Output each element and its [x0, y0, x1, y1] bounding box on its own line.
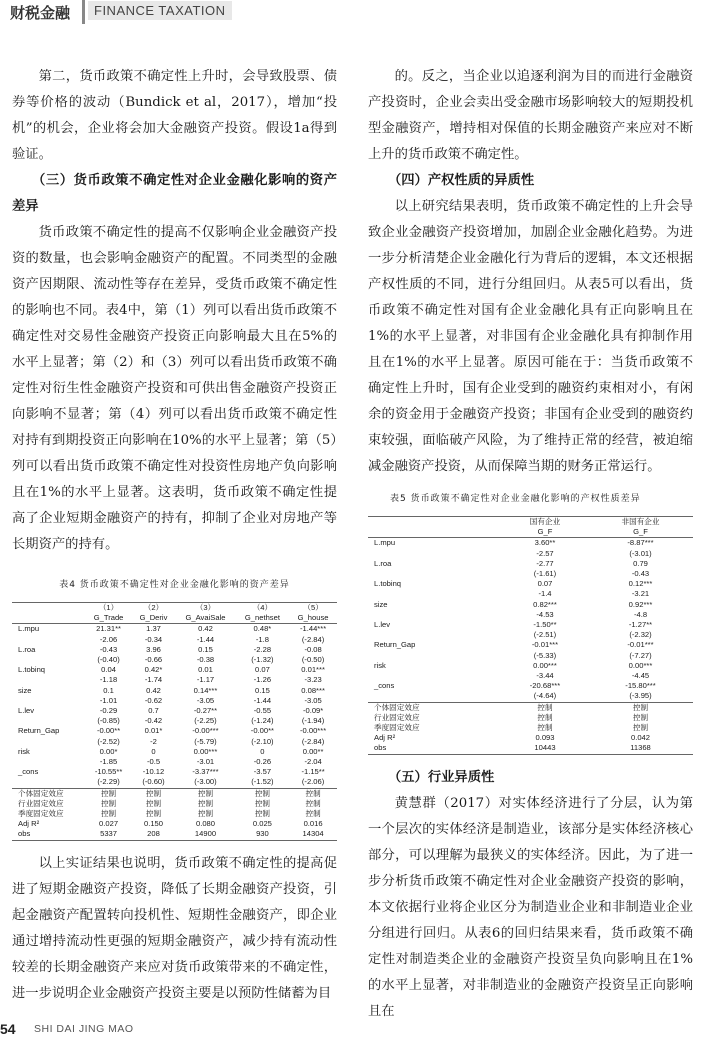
section-title-cn: 财税金融 — [10, 4, 71, 22]
table-cell — [368, 630, 502, 640]
table-cell: -3.23 — [304, 675, 322, 685]
table-cell: 0.01* — [144, 726, 163, 736]
column-number: （2） — [132, 603, 176, 614]
table-cell: 控制 — [145, 798, 162, 808]
table-cell: 0.14*** — [193, 685, 218, 695]
table-cell: -0.09* — [302, 706, 324, 716]
table-row — [12, 747, 337, 757]
table5-caption: 表5 货币政策不确定性对企业金融化影响的产权性质差异 — [390, 494, 641, 504]
table-cell: Adj R² — [374, 733, 396, 743]
column-name: G_nethset — [236, 613, 290, 624]
page-header — [0, 0, 705, 26]
table-cell: 0 — [260, 746, 265, 756]
table-cell: (-4.64) — [502, 691, 588, 702]
table-cell: risk — [374, 660, 386, 670]
table-cell — [12, 696, 85, 706]
table-cell: 控制 — [632, 702, 649, 712]
table-cell — [12, 635, 85, 645]
table-cell: 控制 — [254, 809, 270, 819]
table-row — [368, 538, 693, 549]
column-number: （5） — [289, 603, 337, 614]
column-name: G_F — [588, 527, 693, 538]
table-cell: 0.42 — [146, 685, 161, 695]
table-cell: -1.8 — [255, 634, 269, 644]
table-cell: 控制 — [100, 788, 117, 798]
section-heading: （四）产权性质的异质性 — [387, 173, 535, 188]
table-cell: -3.21 — [631, 589, 650, 599]
table5 — [368, 516, 693, 755]
table-cell: size — [18, 685, 32, 695]
table-cell: (-1.24) — [251, 716, 274, 726]
table-cell: -3.57 — [253, 767, 272, 777]
table-row — [12, 767, 337, 777]
table-cell: 控制 — [537, 723, 553, 733]
table-cell: 0.7 — [148, 706, 159, 716]
table-cell: (-2.52) — [97, 736, 120, 746]
table-cell: 0.1 — [103, 685, 114, 695]
table4-caption: 表4 货币政策不确定性对企业金融化影响的资产差异 — [59, 580, 290, 590]
table-cell: (-0.85) — [97, 716, 120, 726]
page-number: 54 — [0, 1021, 16, 1037]
table-cell: 控制 — [100, 809, 117, 819]
table-cell: -0.38 — [196, 655, 215, 665]
table-cell: (-3.95) — [588, 691, 693, 702]
table-cell: -1.27** — [628, 620, 653, 630]
table-cell: _cons — [374, 681, 395, 691]
table-cell: (-2.06) — [289, 777, 337, 788]
table-row — [12, 737, 337, 747]
table-header-row — [12, 603, 337, 614]
table-row — [12, 726, 337, 736]
table-cell: Adj R² — [18, 819, 40, 829]
table-cell: -1.44*** — [300, 624, 327, 634]
table-cell: 1.37 — [146, 624, 161, 634]
column-name: G_AvaiSale — [175, 613, 235, 624]
table-cell: 10443 — [502, 743, 588, 754]
table-cell: (-1.94) — [301, 716, 325, 726]
table-cell: 控制 — [197, 798, 214, 808]
table-cell: Return_Gap — [374, 640, 416, 650]
table-cell: -3.44 — [536, 671, 554, 681]
table-cell: 季度固定效应 — [18, 809, 64, 819]
table-row — [368, 640, 693, 650]
table-cell: -2.06 — [99, 634, 118, 644]
table-cell: -1.17 — [196, 675, 215, 685]
table-row — [12, 799, 337, 809]
table-row — [368, 733, 693, 743]
column-number: （1） — [85, 603, 131, 614]
table-cell — [12, 675, 85, 685]
table-cell: 0.07 — [537, 579, 553, 589]
table-cell: -8.87*** — [627, 538, 654, 548]
table-cell: 0.42* — [144, 665, 163, 675]
table-cell: L.lev — [374, 620, 391, 630]
table-cell: 0.42 — [198, 624, 213, 634]
table-cell: risk — [18, 746, 30, 756]
table-cell: 14304 — [289, 829, 337, 840]
table-cell: 控制 — [145, 788, 162, 798]
table-cell: (-1.52) — [236, 777, 290, 788]
table-row — [12, 655, 337, 665]
table-cell: -1.01 — [99, 695, 118, 705]
table-row — [368, 702, 693, 713]
table-header-row — [12, 613, 337, 624]
table-cell: -0.43 — [99, 644, 118, 654]
table-row — [12, 706, 337, 716]
table-cell: -10.12 — [142, 767, 165, 777]
table-cell — [368, 651, 502, 661]
table-cell: 控制 — [305, 809, 321, 819]
table-cell: -0.62 — [144, 695, 163, 705]
table-cell: 控制 — [254, 788, 270, 798]
table-cell: 21.31** — [96, 624, 122, 634]
table-cell: 控制 — [305, 788, 321, 798]
table-cell: 0.150 — [143, 819, 163, 829]
table-row — [368, 589, 693, 599]
table-cell: (-5.33) — [533, 650, 557, 660]
table-cell — [12, 737, 85, 747]
table-cell: (-2.84) — [301, 736, 325, 746]
table-row — [368, 743, 693, 754]
table-cell: L.lev — [18, 706, 35, 716]
table-row — [368, 569, 693, 579]
table-row — [368, 723, 693, 733]
table-row — [12, 645, 337, 655]
table-row — [12, 788, 337, 799]
table-row — [12, 829, 337, 840]
table-cell: -0.00** — [250, 726, 275, 736]
table-cell: 0.04 — [101, 665, 116, 675]
table-row — [12, 624, 337, 635]
table-cell: 0.00* — [99, 746, 118, 756]
table-cell — [12, 716, 85, 726]
table-cell: 0.093 — [535, 733, 555, 743]
table-cell: (-2.51) — [533, 630, 557, 640]
paragraph: 黄慧群（2017）对实体经济进行了分层，认为第一个层次的实体经济是制造业，该部分是实体经济核心部分，可以理解为最狭义的实体经济。因此，为了进一步分析货币政策不确定性对企业金融资产投资的影响，本文依据行业将企业区分为制造业企业和非制造业企业分组进行回归。从表6的回归结果来看，货币政策不确定性对制造类企业的金融资产投资呈负向影响且在1%的水平上显著，对非制造业的金融资产投资呈正向影响且在 — [368, 795, 693, 1019]
table-cell: (-2.29) — [85, 777, 131, 788]
table-cell: 0.12*** — [628, 579, 653, 589]
table-cell: 控制 — [100, 798, 117, 808]
table-cell: 控制 — [632, 723, 649, 733]
table-cell — [368, 691, 502, 702]
table-cell: 0.82*** — [533, 599, 557, 609]
table-cell: -2.28 — [253, 644, 272, 654]
page-footer — [0, 1019, 705, 1043]
paragraph: 以上实证结果也说明，货币政策不确定性的提高促进了短期金融资产投资，降低了长期金融资产投资，引起金融资产配置转向投机性、短期性金融资产，即企业通过增持流动性更强的短期金融资产，减少持有流动性较差的长期金融资产来应对货币政策带来的不确定性，进一步说明企业金融资产投资主要是以预防性储蓄为目 — [12, 855, 337, 1001]
table-row — [368, 630, 693, 640]
paragraph: 的。反之，当企业以追逐利润为目的而进行金融资产投资时，企业会卖出受金融市场影响较大的短期投机型金融资产，增持相对保值的长期金融资产来应对不断上升的货币政策不确定性。 — [368, 69, 693, 162]
table-row — [12, 675, 337, 685]
table-cell: 控制 — [537, 712, 553, 722]
table-cell: L.mpu — [374, 538, 396, 548]
column-number: （4） — [236, 603, 290, 614]
table-cell: -0.01*** — [531, 640, 559, 650]
table-cell: -0.27** — [193, 706, 218, 716]
table-row — [368, 620, 693, 630]
left-column — [12, 64, 337, 1007]
table-row — [12, 809, 337, 819]
table-row — [368, 559, 693, 569]
table-cell: -1.18 — [99, 675, 118, 685]
table-row — [368, 713, 693, 723]
table-cell: 0.48* — [253, 624, 272, 634]
table-cell: (-2.32) — [629, 630, 652, 640]
table-cell: -3.05 — [304, 695, 322, 705]
column-name: G_house — [289, 613, 337, 624]
table-cell: -1.15** — [301, 767, 325, 777]
table-cell: -1.50** — [533, 620, 557, 630]
group-name: 非国有企业 — [588, 517, 693, 528]
table-cell: -1.74 — [144, 675, 163, 685]
table4 — [12, 602, 337, 841]
table-cell: -3.01 — [196, 757, 215, 767]
table-cell: -0.08 — [304, 644, 322, 654]
table-cell: 控制 — [197, 788, 214, 798]
table-cell: 个体固定效应 — [374, 702, 420, 712]
table-cell: 0.07 — [255, 665, 270, 675]
table-cell: -15.80*** — [625, 681, 656, 691]
table-cell: -4.8 — [633, 609, 648, 619]
table-cell: -2.04 — [304, 757, 322, 767]
table-cell: 5337 — [85, 829, 131, 840]
table-cell: -0.01*** — [627, 640, 654, 650]
table-header-row — [368, 527, 693, 538]
table-cell — [12, 777, 85, 788]
table-cell: -1.4 — [538, 589, 552, 599]
table-cell: (-5.79) — [194, 736, 217, 746]
table-cell: -0.29 — [99, 706, 118, 716]
column-number: （3） — [175, 603, 235, 614]
table-cell: -4.53 — [536, 609, 554, 619]
table-cell: 控制 — [537, 702, 553, 712]
table-cell: obs — [368, 743, 502, 754]
table-cell: -1.44 — [196, 634, 215, 644]
section-heading: （三）货币政策不确定性对企业金融化影响的资产差异 — [12, 173, 337, 214]
table-cell: L.roa — [374, 558, 392, 568]
header-divider — [82, 0, 85, 24]
table-row — [368, 600, 693, 610]
section-title-en: FINANCE TAXATION — [88, 1, 232, 20]
table-row — [368, 549, 693, 559]
table-cell: size — [374, 599, 388, 609]
table-row — [12, 696, 337, 706]
section-heading: （五）行业异质性 — [387, 769, 495, 785]
table-cell: (-0.50) — [301, 655, 325, 665]
table-row — [368, 651, 693, 661]
table-cell: -0.26 — [253, 757, 272, 767]
table-row — [12, 716, 337, 726]
table-cell: -0.34 — [144, 634, 163, 644]
table-cell: -0.5 — [146, 757, 161, 767]
table-cell: (-7.27) — [629, 650, 652, 660]
table-cell: L.roa — [18, 644, 36, 654]
table-cell: -10.55** — [94, 767, 123, 777]
table-cell: -2.57 — [536, 548, 554, 558]
table-cell: 0.080 — [195, 819, 215, 829]
table-cell: -2.77 — [536, 558, 554, 568]
column-name: G_Trade — [85, 613, 131, 624]
table-cell: (-1.32) — [251, 655, 274, 665]
table-cell: -1.85 — [99, 757, 118, 767]
table-row — [12, 665, 337, 675]
table-cell: 208 — [132, 829, 176, 840]
table-cell: -2 — [150, 736, 157, 746]
table-cell: 14900 — [175, 829, 235, 840]
column-name: G_Deriv — [132, 613, 176, 624]
table-cell: _cons — [18, 767, 39, 777]
table-cell — [368, 610, 502, 620]
journal-name: SHI DAI JING MAO — [34, 1023, 134, 1035]
table-cell: -0.43 — [631, 569, 650, 579]
table-cell: (-3.01) — [629, 548, 652, 558]
table-cell: (-0.60) — [132, 777, 176, 788]
table-cell: 0.15 — [255, 685, 270, 695]
table-cell: 季度固定效应 — [374, 723, 420, 733]
table-cell: -1.44 — [253, 695, 272, 705]
table-cell: (-0.40) — [97, 655, 120, 665]
table-cell: 0.01*** — [301, 665, 325, 675]
table-cell: 控制 — [632, 712, 649, 722]
table-cell: 控制 — [305, 798, 321, 808]
table-row — [368, 691, 693, 702]
table-row — [12, 819, 337, 829]
table-row — [368, 681, 693, 691]
table-cell: (-3.00) — [175, 777, 235, 788]
table-cell — [368, 549, 502, 559]
table-cell: 3.60** — [534, 538, 556, 548]
right-column — [368, 64, 693, 1025]
table-row — [12, 757, 337, 767]
table-cell: -3.37*** — [192, 767, 219, 777]
table-cell: 0.00*** — [628, 660, 653, 670]
table-row — [12, 686, 337, 696]
group-name: 国有企业 — [502, 517, 588, 528]
table-cell: 0.92*** — [628, 599, 653, 609]
table-row — [12, 777, 337, 788]
table-cell: (-2.84) — [301, 634, 325, 644]
table-cell: 0 — [151, 746, 156, 756]
table-cell: 0.027 — [99, 819, 119, 829]
table-cell: (-2.10) — [251, 736, 274, 746]
table-cell: -0.00*** — [192, 726, 219, 736]
table-cell — [368, 671, 502, 681]
table-cell: 0.025 — [252, 819, 272, 829]
table-cell — [368, 589, 502, 599]
paragraph: 以上研究结果表明，货币政策不确定性的上升会导致企业金融资产投资增加，加剧企业金融化趋势。为进一步分析清楚企业金融化行为背后的逻辑，本文还根据产权性质的不同，进行分组回归。从表5可以看出，货币政策不确定性对国有企业金融化具有正向影响且在1%的水平上显著，对非国有企业金融化具有抑制作用且在1%的水平上显著。原因可能在于：当货币政策不确定性上升时，国有企业受到的融资约束相对小，有闲余的资金用于金融资产投资；非国有企业受到的融资约束较强，面临破产风险，为了维持正常的经营，被迫缩减金融资产投资，从而保障当期的财务正常运行。 — [368, 199, 693, 474]
table-cell: 控制 — [197, 809, 214, 819]
table-cell: 0.00*** — [193, 746, 218, 756]
table-cell: -4.45 — [631, 671, 650, 681]
column-name: G_F — [502, 527, 588, 538]
table-row — [368, 610, 693, 620]
table-cell: 0.79 — [633, 558, 648, 568]
table-cell: 0.08*** — [301, 685, 325, 695]
table-cell: (-1.61) — [533, 569, 557, 579]
table-cell: 0.016 — [303, 819, 323, 829]
table-cell: L.tobinq — [18, 665, 46, 675]
table-cell: 0.00*** — [533, 660, 557, 670]
paragraph: 第二，货币政策不确定性上升时，会导致股票、债券等价格的波动（Bundick et al，2017），增加“投机”的机会，企业将会加大金融资产投资。假设1a得到验证。 — [12, 69, 337, 162]
table-cell: Return_Gap — [18, 726, 60, 736]
table-row — [368, 579, 693, 589]
table-cell: 3.96 — [146, 644, 161, 654]
table-cell: -0.66 — [144, 655, 163, 665]
table-cell: -0.42 — [144, 716, 163, 726]
table-header-row — [368, 517, 693, 528]
table-cell: 控制 — [254, 798, 270, 808]
paragraph: 货币政策不确定性的提高不仅影响企业金融资产投资的数量，也会影响金融资产的配置。不同类型的金融资产因期限、流动性等存在差异，受货币政策不确定性的影响也不同。表4中，第（1）列可以看出货币政策不确定性对交易性金融资产投资正向影响最大且在5%的水平上显著；第（2）和（3）列可以看出货币政策不确定性对衍生性金融资产投资和可供出售金融资产投资正向影响不显著；第（4）列可以看出货币政策不确定性对持有到期投资正向影响在10%的水平上显著；第（5）列可以看出货币政策不确定性对投资性房地产负向影响且在1%的水平上显著。这表明，货币政策不确定性提高了企业短期金融资产的持有，抑制了企业对房地产等长期资产的持有。 — [12, 225, 337, 552]
table-cell: 0.00** — [302, 746, 324, 756]
table-cell: 11368 — [588, 743, 693, 754]
table-cell — [12, 757, 85, 767]
table-row — [368, 671, 693, 681]
table-cell: 0.042 — [631, 733, 651, 743]
table-cell — [12, 655, 85, 665]
table-cell: 控制 — [145, 809, 162, 819]
table-cell: 行业固定效应 — [374, 712, 420, 722]
table-cell: (-2.25) — [194, 716, 217, 726]
table-cell: obs — [12, 829, 85, 840]
table-cell: -0.00** — [96, 726, 121, 736]
table-row — [368, 661, 693, 671]
table-cell: -0.00*** — [300, 726, 327, 736]
table-cell — [368, 569, 502, 579]
table-cell: 0.01 — [198, 665, 213, 675]
table-cell: -0.55 — [253, 706, 272, 716]
table-cell: 0.15 — [198, 644, 213, 654]
table-cell: 行业固定效应 — [18, 798, 64, 808]
table-cell: 个体固定效应 — [18, 788, 64, 798]
table-row — [12, 635, 337, 645]
table-cell: -1.26 — [253, 675, 272, 685]
table-cell: -20.68*** — [529, 681, 561, 691]
table-cell: 930 — [236, 829, 290, 840]
table-cell: L.tobinq — [374, 579, 402, 589]
table-cell: -3.05 — [196, 695, 215, 705]
table-cell: L.mpu — [18, 624, 40, 634]
